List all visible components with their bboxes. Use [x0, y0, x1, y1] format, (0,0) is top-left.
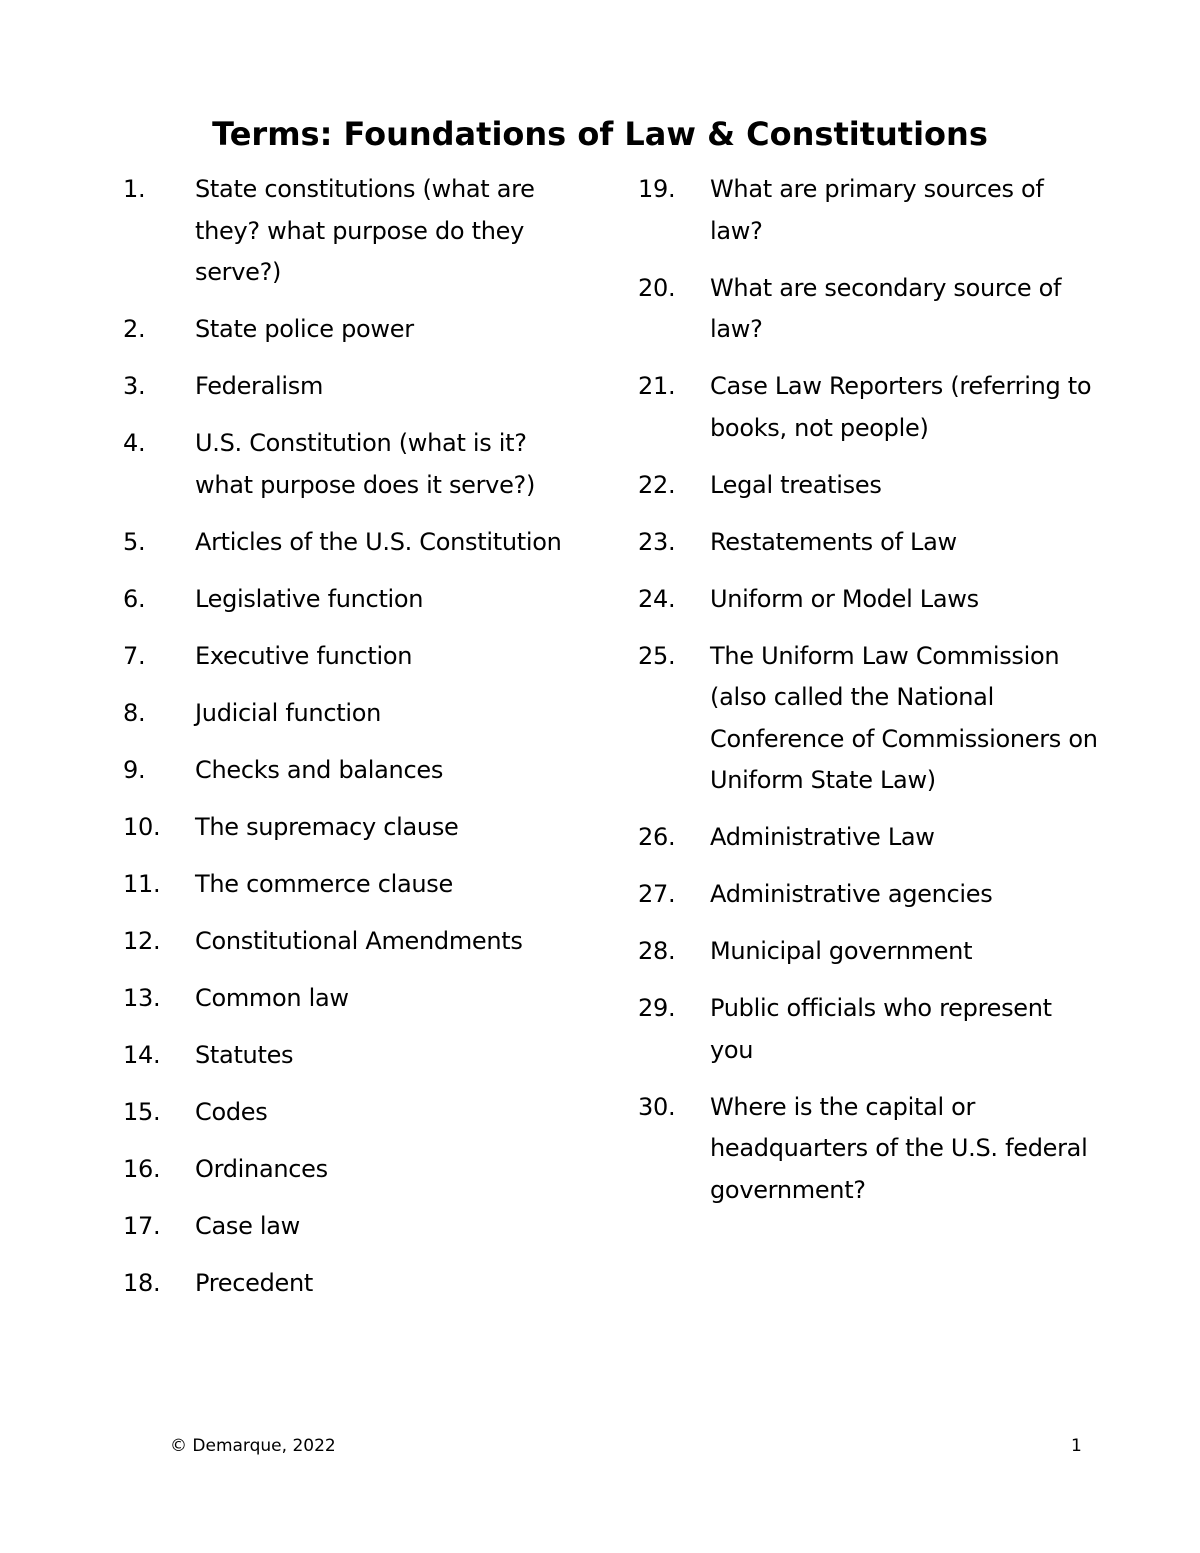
- item-text: Articles of the U.S. Constitution: [195, 527, 562, 556]
- item-number: 26.: [638, 823, 676, 851]
- item-text: Administrative Law: [710, 823, 935, 851]
- item-text: What are primary sources of law?: [710, 175, 1044, 245]
- item-number: 14.: [123, 1040, 161, 1069]
- list-item: [123, 750, 603, 792]
- item-number: 25.: [638, 641, 676, 670]
- item-number: 2.: [123, 315, 146, 343]
- item-text: Case law: [195, 1211, 300, 1240]
- terms-list-right: [638, 169, 1108, 1227]
- item-text: Public officials who represent you: [710, 994, 1052, 1064]
- item-text: State police power: [195, 315, 414, 343]
- item-number: 21.: [638, 372, 676, 400]
- item-text: Municipal government: [710, 937, 973, 965]
- list-item: [123, 423, 603, 506]
- item-number: 9.: [123, 755, 146, 784]
- list-item: [123, 636, 603, 678]
- item-text: Legislative function: [195, 584, 424, 613]
- list-item: [123, 579, 603, 621]
- list-item: [123, 807, 603, 849]
- list-item: [123, 921, 603, 963]
- item-number: 17.: [123, 1211, 161, 1240]
- item-text: U.S. Constitution (what is it? what purpose does it serve?): [195, 429, 536, 499]
- item-text: Restatements of Law: [710, 527, 957, 556]
- list-item: [638, 931, 1108, 973]
- item-text: Constitutional Amendments: [195, 926, 523, 955]
- item-text: Executive function: [195, 641, 413, 670]
- item-number: 11.: [123, 869, 161, 898]
- item-text: Ordinances: [195, 1154, 328, 1183]
- list-item: [123, 309, 603, 351]
- item-number: 22.: [638, 470, 676, 499]
- list-item: [638, 169, 1108, 252]
- item-number: 5.: [123, 527, 146, 556]
- item-number: 20.: [638, 273, 676, 302]
- list-item: [123, 522, 603, 564]
- item-number: 18.: [123, 1268, 161, 1297]
- item-text: Common law: [195, 983, 349, 1012]
- item-text: Statutes: [195, 1040, 294, 1069]
- item-number: 27.: [638, 880, 676, 908]
- item-number: 28.: [638, 937, 676, 965]
- item-text: The commerce clause: [195, 869, 453, 898]
- item-text: Codes: [195, 1097, 268, 1126]
- item-number: 7.: [123, 641, 146, 670]
- item-text: What are secondary source of law?: [710, 273, 1062, 343]
- list-item: [638, 268, 1108, 351]
- item-text: Where is the capital or headquarters of the U.S. federal government?: [710, 1092, 1088, 1204]
- list-item: [638, 579, 1108, 621]
- list-item: [638, 522, 1108, 564]
- item-number: 19.: [638, 175, 676, 203]
- item-text: Legal treatises: [710, 470, 882, 499]
- list-item: [123, 978, 603, 1020]
- item-number: 12.: [123, 926, 161, 955]
- list-item: [123, 1206, 603, 1248]
- item-text: The supremacy clause: [195, 812, 459, 841]
- item-number: 10.: [123, 812, 161, 841]
- list-item: [123, 864, 603, 906]
- item-number: 30.: [638, 1092, 676, 1121]
- terms-list-left: [123, 169, 603, 1320]
- item-text: Precedent: [195, 1268, 314, 1297]
- page-number: 1: [1071, 1436, 1082, 1456]
- page-title: Terms: Foundations of Law & Constitutions: [212, 115, 988, 153]
- item-number: 8.: [123, 698, 146, 727]
- item-text: Checks and balances: [195, 755, 444, 784]
- item-number: 23.: [638, 527, 676, 556]
- list-item: [123, 1035, 603, 1077]
- list-item: [638, 817, 1108, 859]
- list-item: [638, 465, 1108, 507]
- list-item: [638, 366, 1108, 449]
- list-item: [638, 1087, 1108, 1212]
- list-item: [638, 874, 1108, 916]
- item-number: 3.: [123, 372, 146, 400]
- item-text: The Uniform Law Commission (also called the National Conference of Commissioners on Uniform State Law): [710, 641, 1098, 794]
- list-item: [638, 988, 1108, 1071]
- item-number: 6.: [123, 584, 146, 613]
- item-text: Case Law Reporters (referring to books, not people): [710, 372, 1092, 442]
- list-item: [123, 366, 603, 408]
- item-number: 24.: [638, 584, 676, 613]
- item-number: 1.: [123, 175, 146, 203]
- list-item: [123, 1149, 603, 1191]
- list-item: [123, 1263, 603, 1305]
- item-text: Judicial function: [195, 698, 381, 727]
- item-text: Administrative agencies: [710, 880, 993, 908]
- list-item: [123, 693, 603, 735]
- item-number: 13.: [123, 983, 161, 1012]
- list-item: [123, 1092, 603, 1134]
- item-number: 29.: [638, 994, 676, 1022]
- list-item: [638, 636, 1108, 802]
- item-number: 4.: [123, 429, 146, 457]
- footer-copyright: © Demarque, 2022: [170, 1436, 336, 1456]
- item-number: 16.: [123, 1154, 161, 1183]
- item-text: State constitutions (what are they? what purpose do they serve?): [195, 175, 535, 286]
- item-text: Federalism: [195, 372, 324, 400]
- item-text: Uniform or Model Laws: [710, 584, 979, 613]
- item-number: 15.: [123, 1097, 161, 1126]
- list-item: [123, 169, 603, 294]
